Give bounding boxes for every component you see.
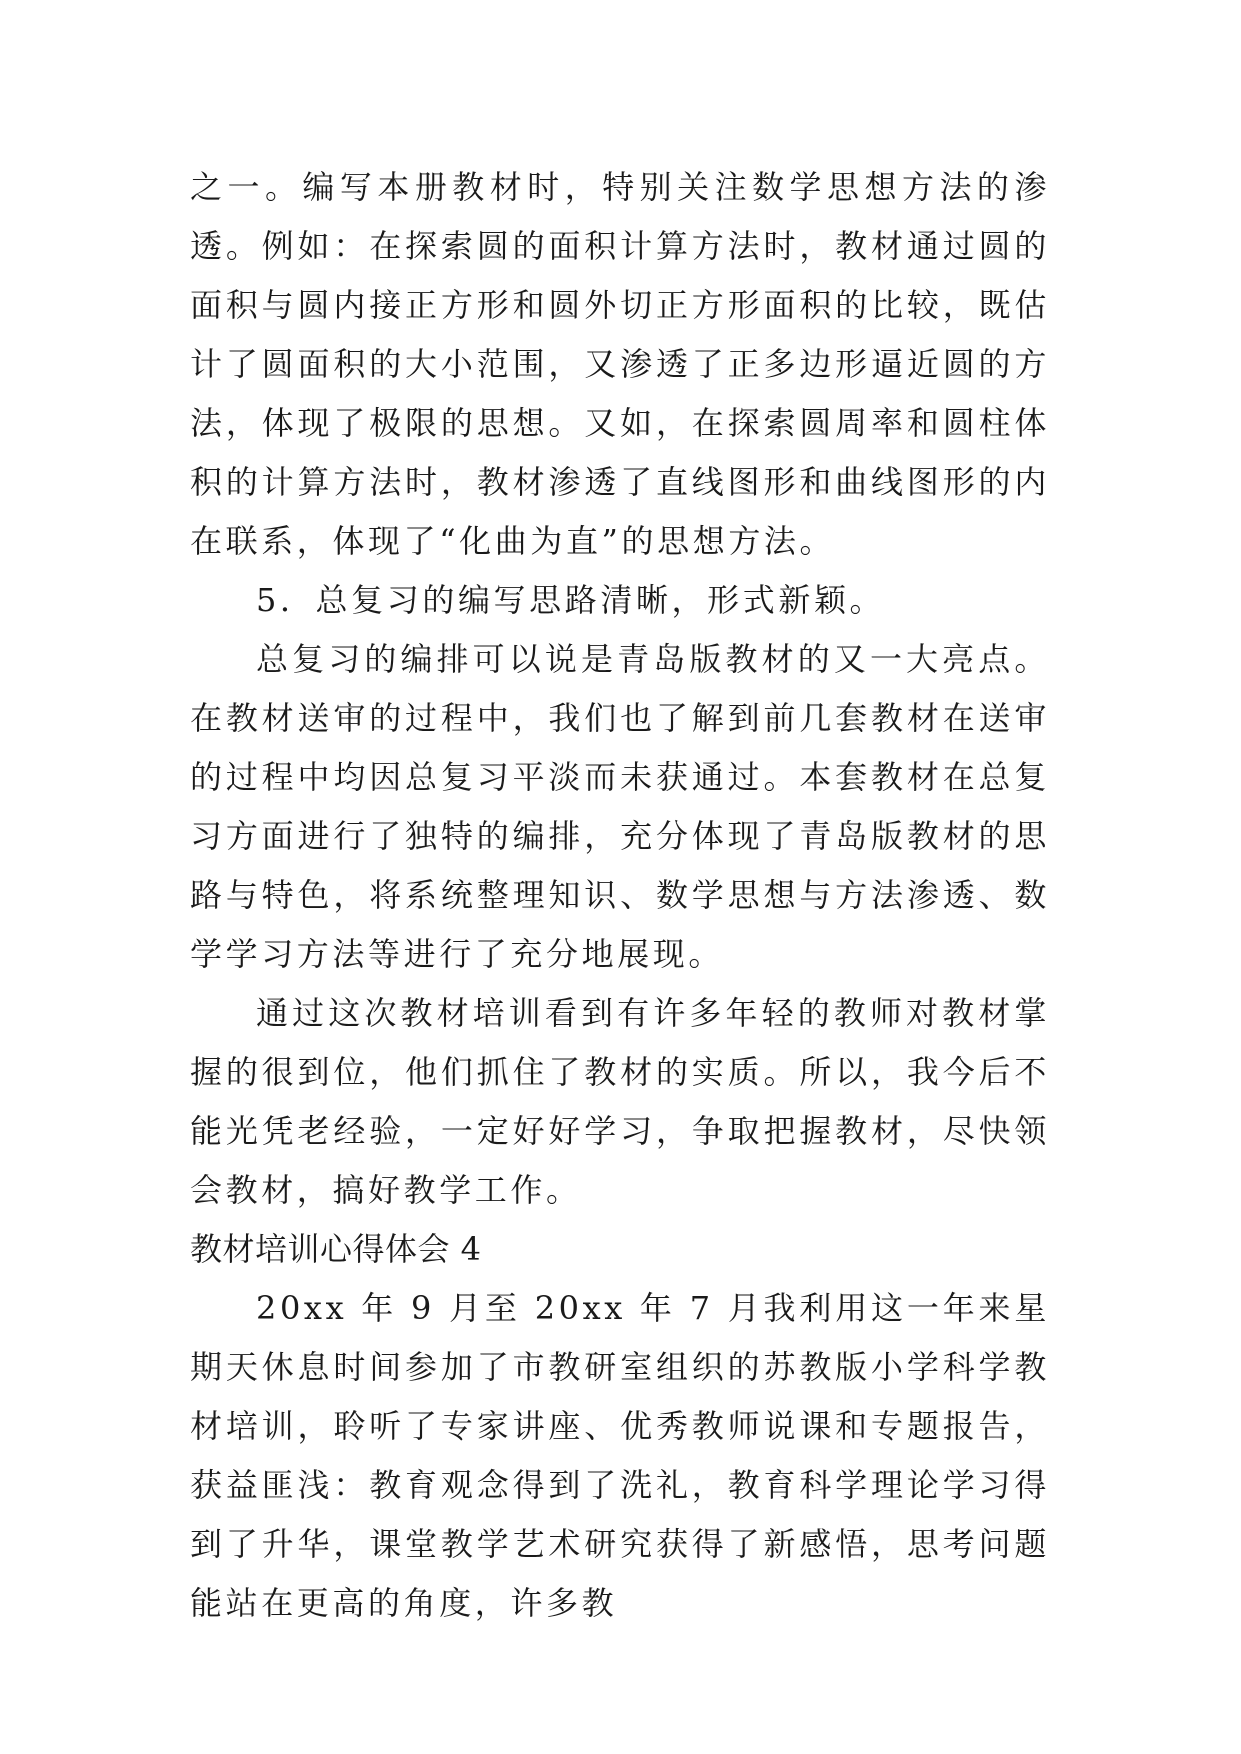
paragraph-4: 通过这次教材培训看到有许多年轻的教师对教材掌握的很到位，他们抓住了教材的实质。所以，我今后不能光凭老经验，一定好好学习，争取把握教材，尽快领会教材，搞好教学工作。: [190, 994, 1050, 1209]
document-body: [190, 158, 1050, 1633]
section-heading: 教材培训心得体会 4: [190, 1230, 482, 1268]
paragraph-1: 之一。编写本册教材时，特别关注数学思想方法的渗透。例如：在探索圆的面积计算方法时，教材通过圆的面积与圆内接正方形和圆外切正方形面积的比较，既估计了圆面积的大小范围，又渗透了正多边形逼近圆的方法，体现了极限的思想。又如，在探索圆周率和圆柱体积的计算方法时，教材渗透了直线图形和曲线图形的内在联系，体现了“化曲为直”的思想方法。: [190, 168, 1050, 560]
paragraph-2: 5．总复习的编写思路清晰，形式新颖。: [256, 581, 886, 619]
paragraph-3: 总复习的编排可以说是青岛版教材的又一大亮点。在教材送审的过程中，我们也了解到前几套教材在送审的过程中均因总复习平淡而未获通过。本套教材在总复习方面进行了独特的编排，充分体现了青岛版教材的思路与特色，将系统整理知识、数学思想与方法渗透、数学学习方法等进行了充分地展现。: [190, 640, 1050, 973]
paragraph-5: 20xx 年 9 月至 20xx 年 7 月我利用这一年来星期天休息时间参加了市教研室组织的苏教版小学科学教材培训，聆听了专家讲座、优秀教师说课和专题报告，获益匪浅：教育观念得到了洗礼，教育科学理论学习得到了升华，课堂教学艺术研究获得了新感悟，思考问题能站在更高的角度，许多教: [190, 1289, 1050, 1622]
